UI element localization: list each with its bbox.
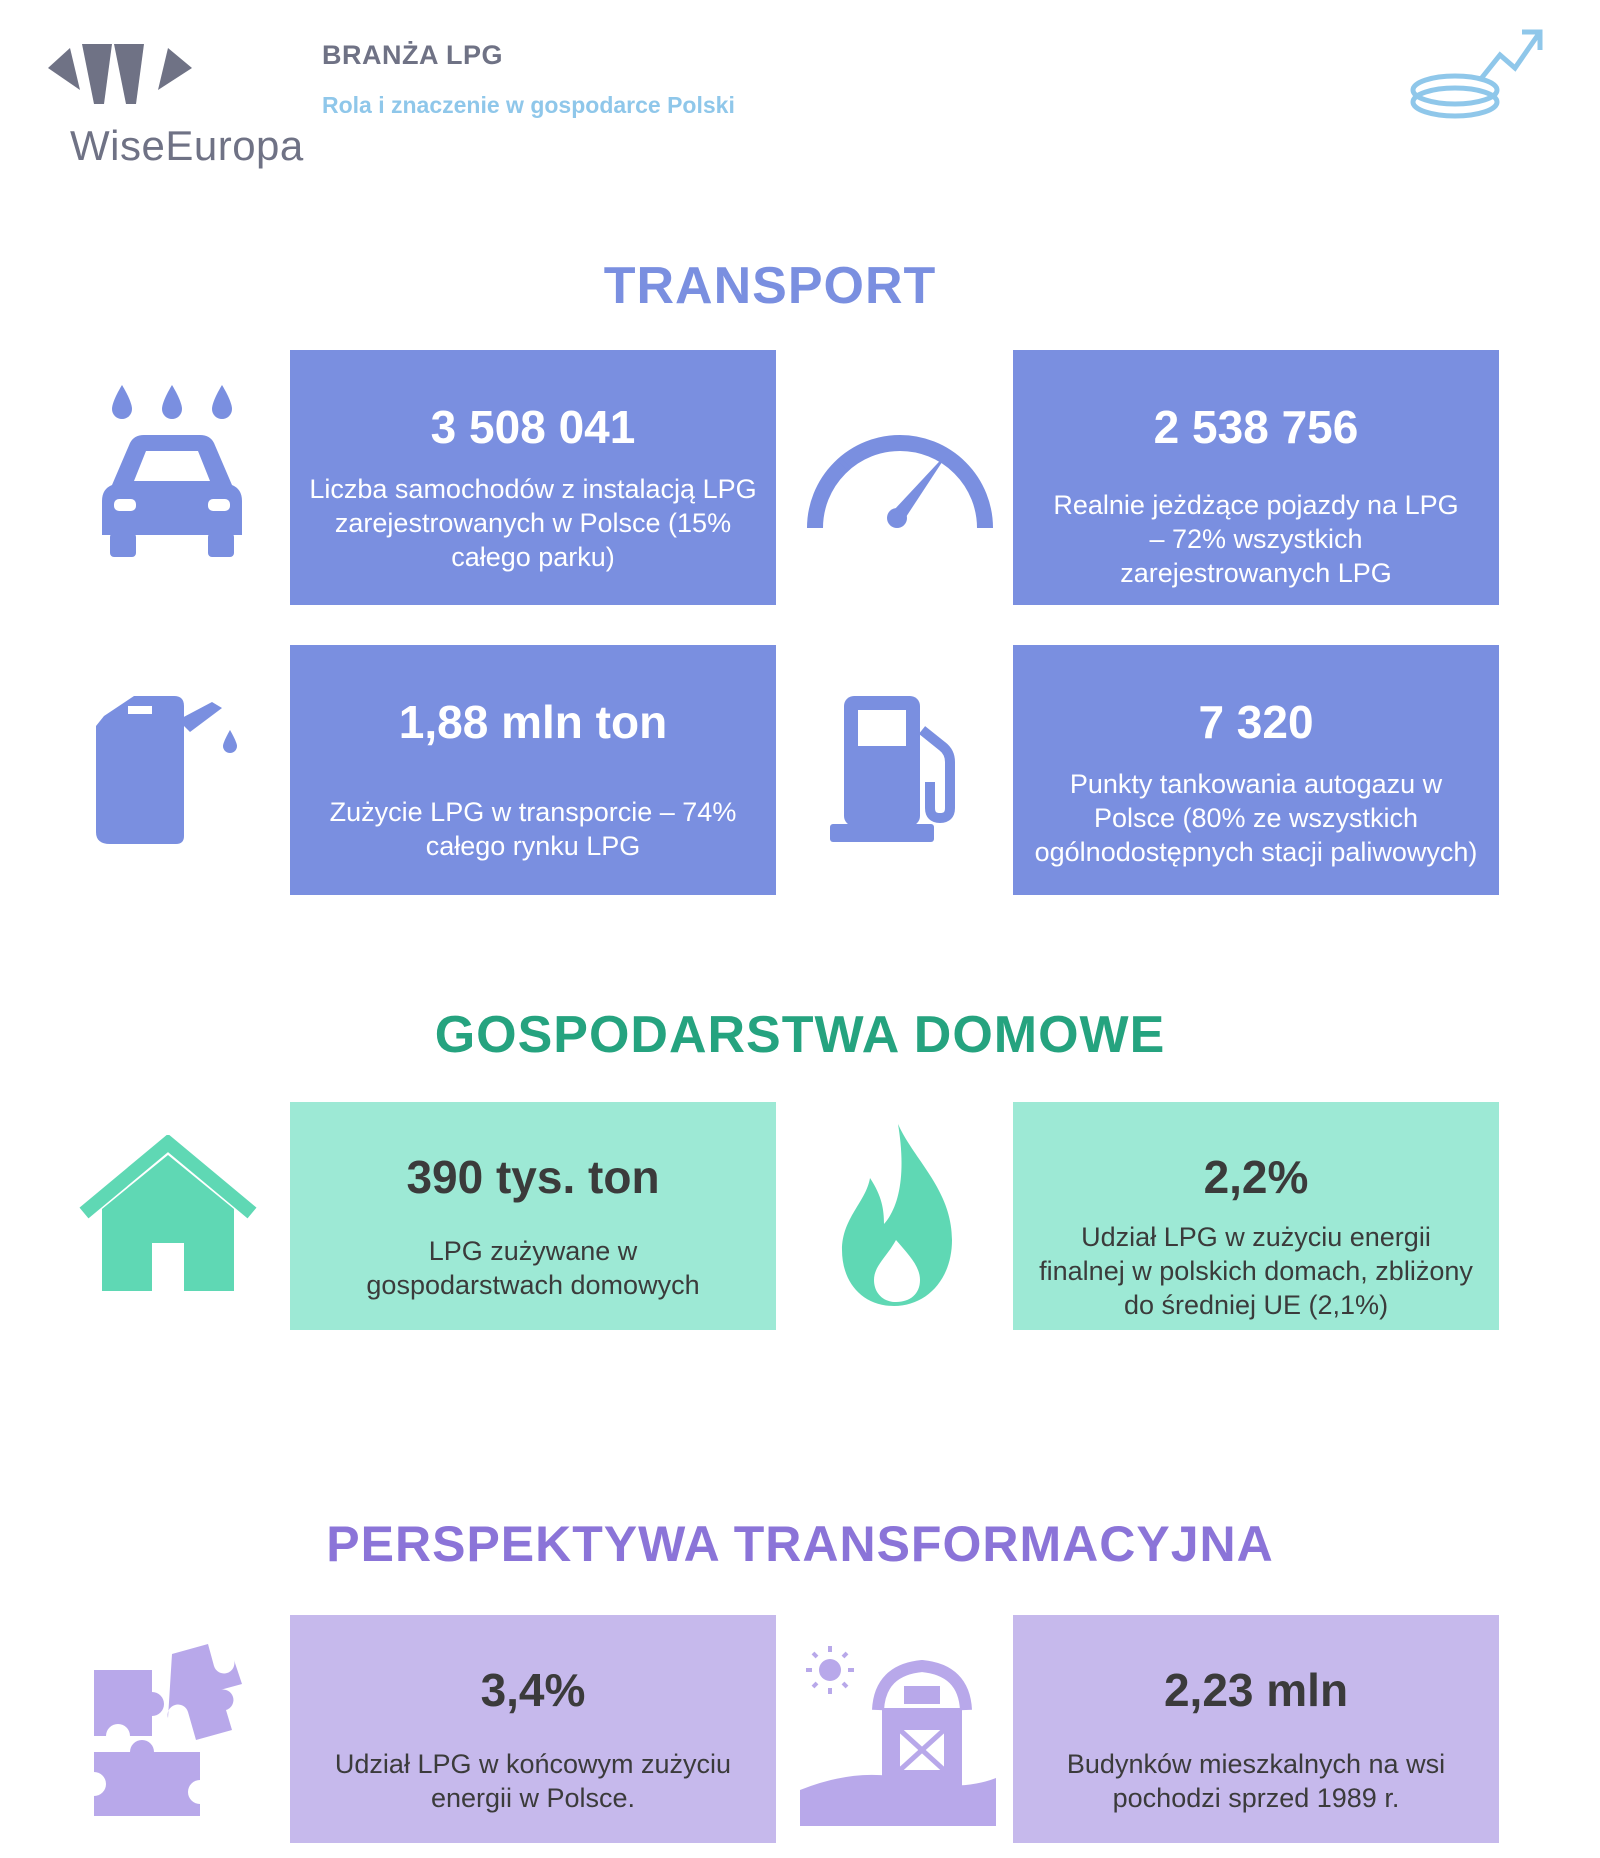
barn-icon bbox=[800, 1640, 1000, 1835]
stat-value: 2 538 756 bbox=[1153, 401, 1359, 453]
stat-desc: Zużycie LPG w transporcie – 74% całego rynku LPG bbox=[329, 797, 737, 861]
stat-box-stations bbox=[1013, 645, 1499, 895]
stat-box-rural-buildings bbox=[1013, 1615, 1499, 1843]
stat-value: 1,88 mln ton bbox=[398, 696, 668, 748]
stat-value: 2,2% bbox=[1203, 1151, 1309, 1203]
stat-box-energy-share-homes bbox=[1013, 1102, 1499, 1330]
logo bbox=[40, 30, 310, 170]
fuel-pump-icon bbox=[830, 690, 970, 855]
stat-desc: LPG zużywane w gospodarstwach domowych bbox=[366, 1236, 700, 1300]
logo-mark-icon bbox=[40, 30, 240, 120]
stat-desc: Budynków mieszkalnych na wsi pochodzi sprzed 1989 r. bbox=[1066, 1749, 1446, 1813]
stat-value: 390 tys. ton bbox=[406, 1151, 660, 1203]
section-title-perspective: PERSPEKTYWA TRANSFORMACYJNA bbox=[326, 1516, 1274, 1572]
fuel-canister-icon bbox=[92, 690, 252, 855]
stat-value: 3 508 041 bbox=[430, 401, 636, 453]
puzzle-icon bbox=[92, 1640, 252, 1825]
stat-box-final-energy-share bbox=[290, 1615, 776, 1843]
house-icon bbox=[78, 1135, 258, 1300]
speedometer-icon bbox=[800, 420, 1000, 545]
stat-box-active-vehicles bbox=[1013, 350, 1499, 605]
stat-box-cars bbox=[290, 350, 776, 605]
car-wash-icon bbox=[92, 385, 252, 570]
flame-icon bbox=[828, 1120, 968, 1315]
header-subtitle: Rola i znaczenie w gospodarce Polski bbox=[322, 92, 735, 118]
stat-value: 2,23 mln bbox=[1163, 1664, 1349, 1716]
stat-desc: Punkty tankowania autogazu w Polsce (80% ze wszystkich ogólnodostępnych stacji paliwowych) bbox=[1034, 769, 1478, 867]
stat-desc: Liczba samochodów z instalacją LPG zarejestrowanych w Polsce (15% całego parku) bbox=[309, 474, 757, 572]
section-title-transport: TRANSPORT bbox=[603, 257, 937, 315]
stat-box-households-consumption bbox=[290, 1102, 776, 1330]
logo-text: WiseEuropa bbox=[70, 122, 304, 169]
stat-box-consumption bbox=[290, 645, 776, 895]
header-title: BRANŻA LPG bbox=[322, 40, 503, 70]
coins-growth-icon bbox=[1400, 20, 1550, 120]
stat-value: 7 320 bbox=[1198, 696, 1314, 748]
stat-desc: Realnie jeżdżące pojazdy na LPG – 72% wszystkich zarejestrowanych LPG bbox=[1053, 490, 1459, 588]
section-title-homes: GOSPODARSTWA DOMOWE bbox=[434, 1006, 1166, 1064]
stat-value: 3,4% bbox=[480, 1664, 586, 1716]
stat-desc: Udział LPG w końcowym zużyciu energii w Polsce. bbox=[334, 1749, 732, 1813]
stat-desc: Udział LPG w zużyciu energii finalnej w polskich domach, zbliżony do średniej UE (2,1%) bbox=[1039, 1222, 1473, 1320]
